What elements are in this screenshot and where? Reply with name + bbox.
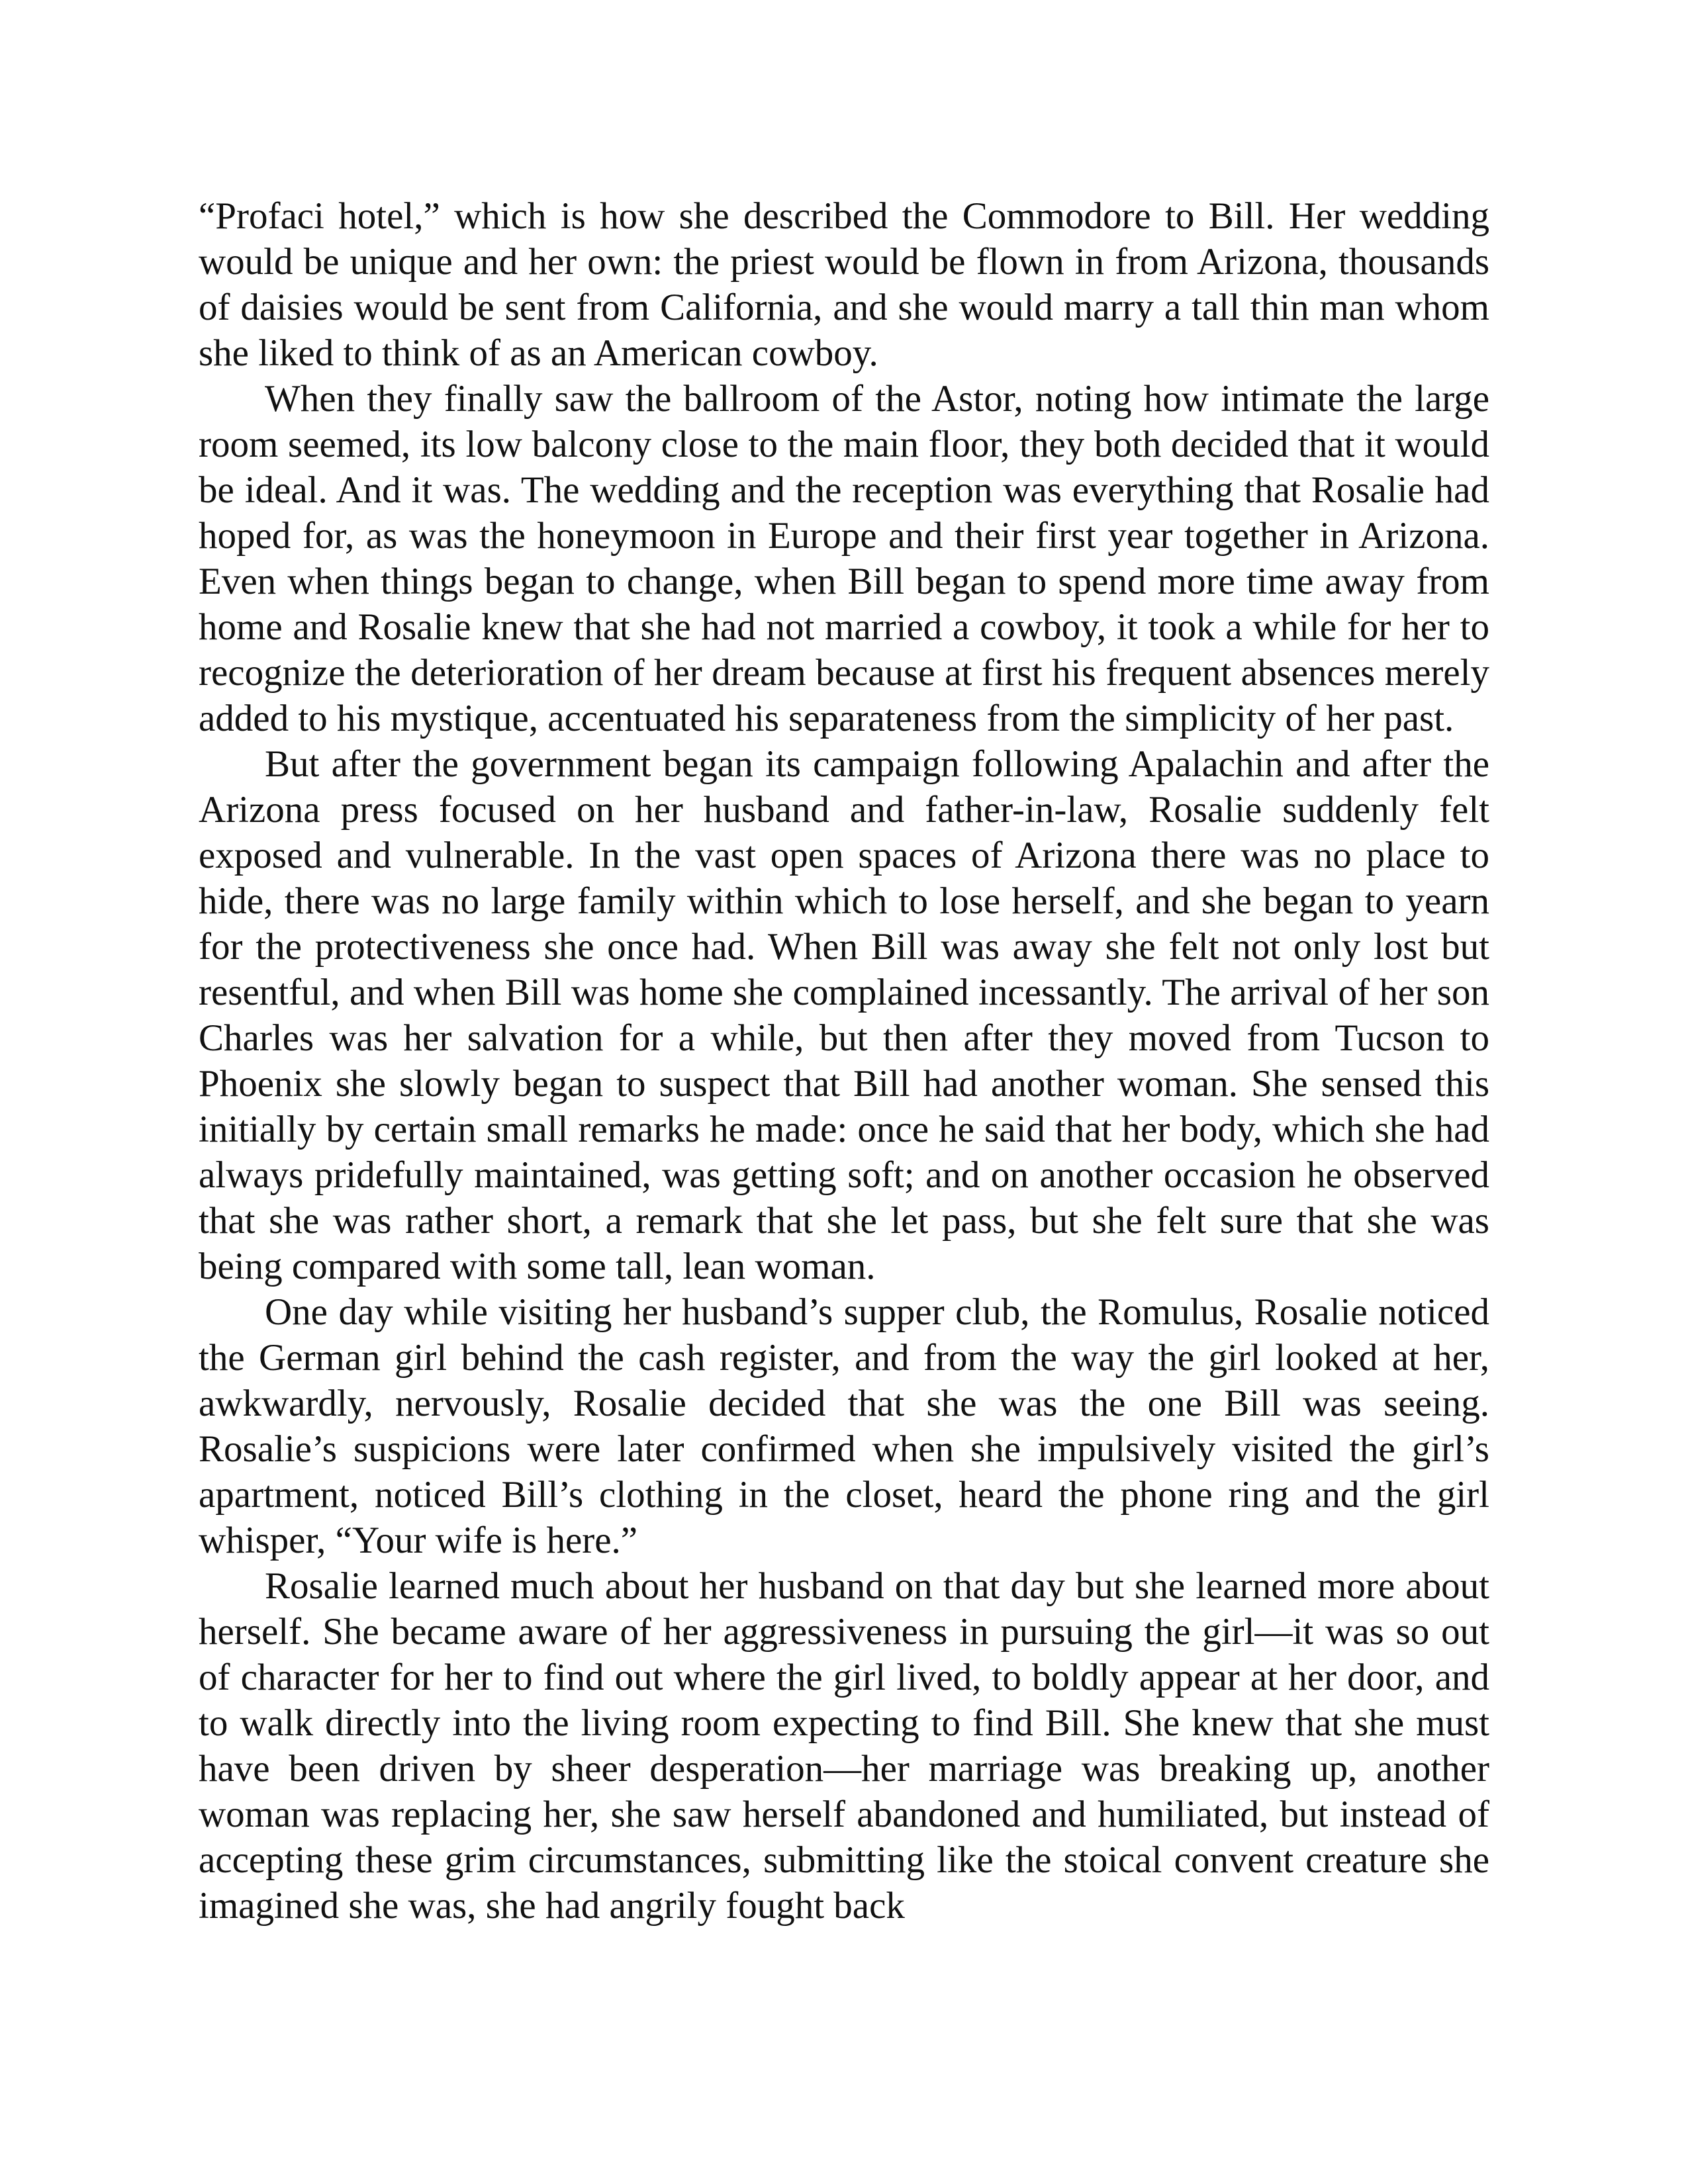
paragraph-3: But after the government began its campaign following Apalachin and after the Arizona press focused on her husband and father-in-law, Rosalie suddenly felt exposed and vulnerable. In the vast open spaces of Arizona there was no place to hide, there was no large family within which to lose herself, and she began to yearn for the protectiveness she once had. When Bill was away she felt not only lost but resentful, and when Bill was home she complained incessantly. The arrival of her son Charles was her salvation for a while, but then after they moved from Tucson to Phoenix she slowly began to suspect that Bill had another woman. She sensed this initially by certain small remarks he made: once he said that her body, which she had always pridefully maintained, was getting soft; and on another occasion he observed that she was rather short, a remark that she let pass, but she felt sure that she was being compared with some tall, lean woman. (199, 743, 1489, 1287)
paragraph-1: “Profaci hotel,” which is how she described the Commodore to Bill. Her wedding would be unique and her own: the priest would be flown in from Arizona, thousands of daisies would be sent from California, and she would marry a tall thin man whom she liked to think of as an American cowboy. (199, 195, 1489, 374)
paragraph-5: Rosalie learned much about her husband on that day but she learned more about herself. She became aware of her aggressiveness in pursuing the girl—it was so out of character for her to find out where the girl lived, to boldly appear at her door, and to walk directly into the living room expecting to find Bill. She knew that she must have been driven by sheer desperation—her marriage was breaking up, another woman was replacing her, she saw herself abandoned and humiliated, but instead of accepting these grim circumstances, submitting like the stoical convent creature she imagined she was, she had angrily fought back (199, 1565, 1489, 1927)
paragraph-2: When they finally saw the ballroom of the Astor, noting how intimate the large room seemed, its low balcony close to the main floor, they both decided that it would be ideal. And it was. The wedding and the reception was everything that Rosalie had hoped for, as was the honeymoon in Europe and their first year together in Arizona. Even when things began to change, when Bill began to spend more time away from home and Rosalie knew that she had not married a cowboy, it took a while for her to recognize the deterioration of her dream because at first his frequent absences merely added to his mystique, accentuated his separateness from the simplicity of her past. (199, 378, 1489, 739)
document-page (199, 193, 1489, 2020)
paragraph-4: One day while visiting her husband’s supper club, the Romulus, Rosalie noticed the German girl behind the cash register, and from the way the girl looked at her, awkwardly, nervously, Rosalie decided that she was the one Bill was seeing. Rosalie’s suspicions were later confirmed when she impulsively visited the girl’s apartment, noticed Bill’s clothing in the closet, heard the phone ring and the girl whisper, “Your wife is here.” (199, 1291, 1489, 1561)
